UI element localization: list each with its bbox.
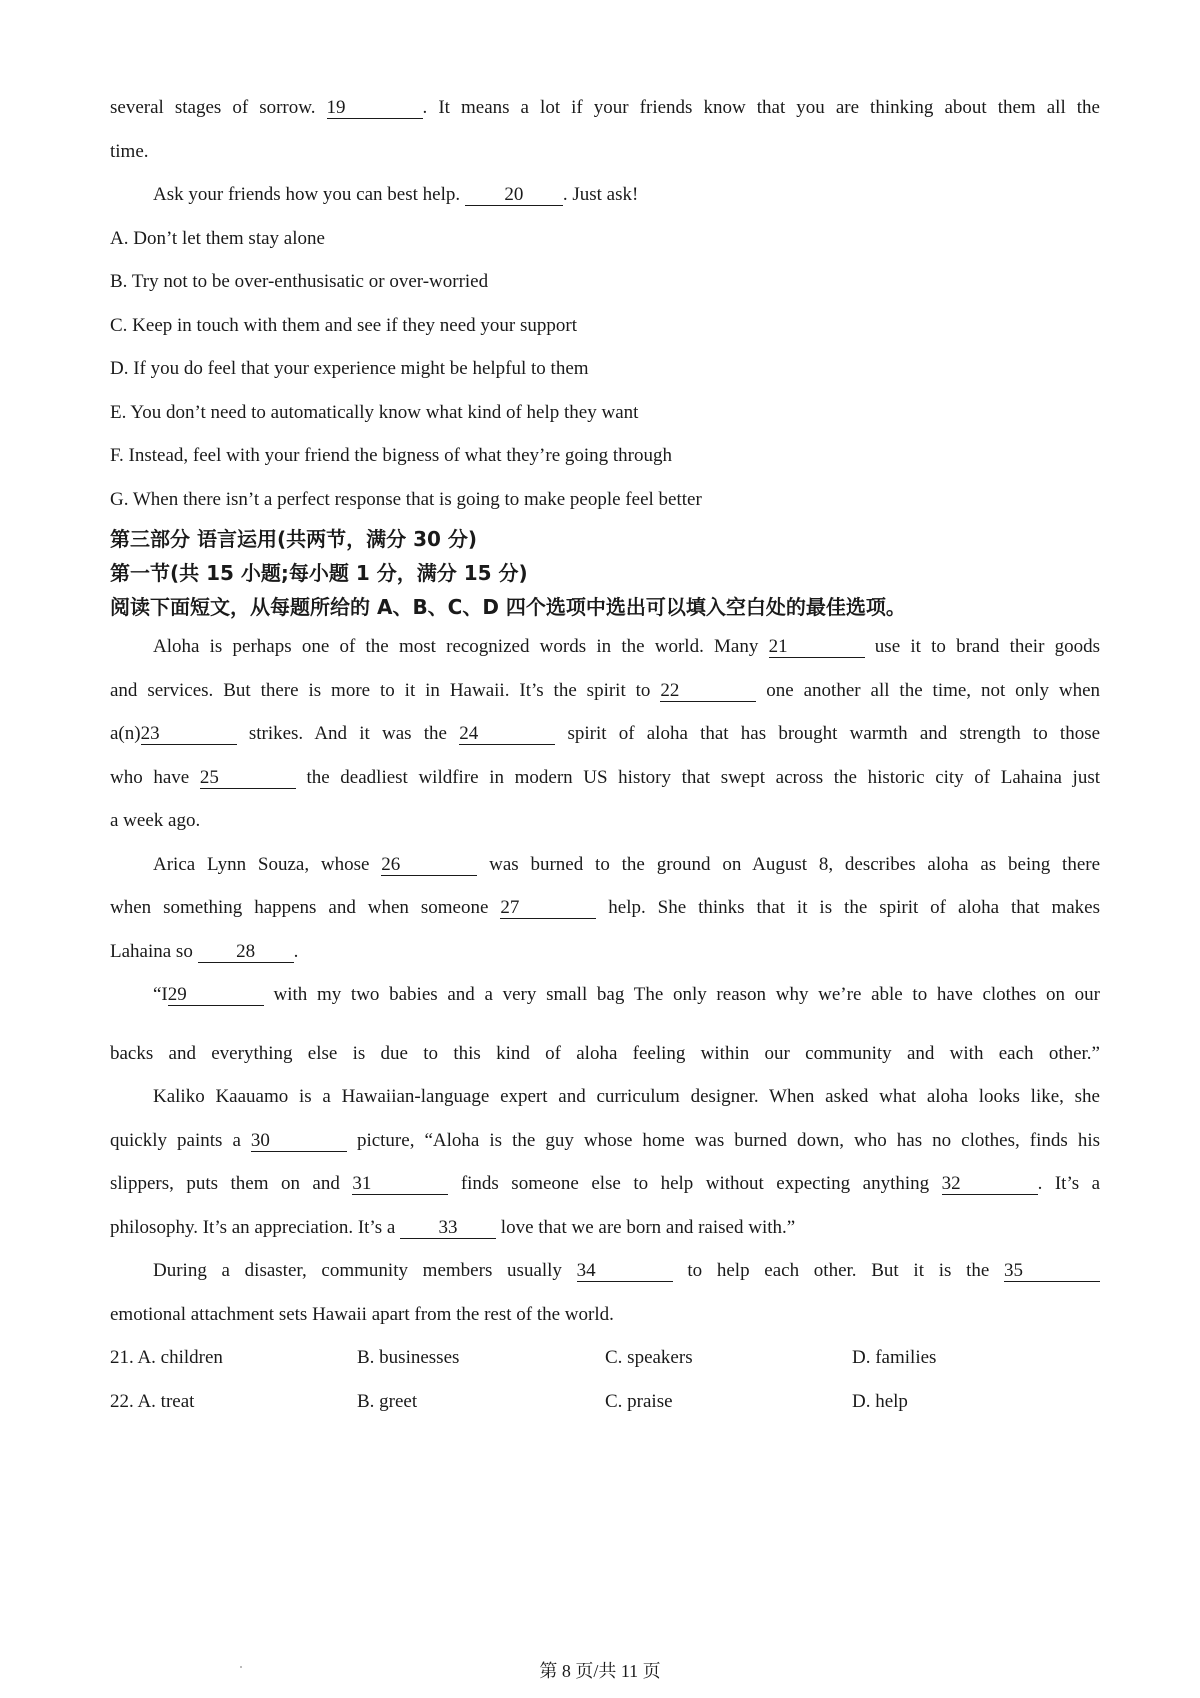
blank-23: 23 [141,724,237,745]
text-line [110,96,1100,120]
blank-20: 20 [465,185,563,206]
text-span: During a disaster, community members usually [153,1260,562,1281]
text-line [153,1259,1100,1283]
text-span: love that we are born and raised with.” [500,1217,796,1238]
text-span: help. She thinks that it is the spirit of aloha that makes [608,897,1100,918]
text-span: . It means a lot if your friends know that you are thinking about them all the [422,97,1100,118]
text-line [110,679,1100,703]
blank-29: 29 [168,985,264,1006]
blank-32: 32 [942,1174,1038,1195]
text-span: quickly paints a [110,1130,241,1151]
text-line [153,183,1100,207]
part-heading: 第三部分 语言运用(共两节，满分 30 分) [110,527,478,551]
text-line [110,1216,1100,1240]
text-line [110,1172,1100,1196]
text-line [110,940,1100,964]
text-span: “I [153,984,168,1005]
text-span: finds someone else to help without expecting anything [460,1173,930,1194]
text-span: Ask your friends how you can best help. [153,184,461,205]
text-span: a(n) [110,723,141,744]
text-span: with my two babies and a very small bag The only reason why we’re able to have clothes on our [273,984,1101,1005]
blank-24: 24 [459,724,555,745]
text-line [110,896,1100,920]
text-span: one another all the time, not only when [766,680,1101,701]
option-d: D. families [852,1347,937,1368]
blank-22: 22 [660,681,756,702]
text-line [110,722,1100,746]
blank-21: 21 [769,637,865,658]
option-b: B. businesses [357,1347,460,1368]
text-span: to help each other. But it is the [687,1260,990,1281]
blank-35: 35 [1004,1261,1100,1282]
text-span: when something happens and when someone [110,897,489,918]
text-span: spirit of aloha that has brought warmth and strength to those [567,723,1101,744]
text-line [153,983,1100,1007]
blank-19: 19 [327,98,423,119]
option-c: C. speakers [605,1347,693,1368]
text-span: use it to brand their goods [874,636,1101,657]
text-span: and services. But there is more to it in Hawaii. It’s the spirit to [110,680,651,701]
text-span: the deadliest wildfire in modern US history that swept across the historic city of Lahaina just [306,767,1101,788]
text-span: slippers, puts them on and [110,1173,340,1194]
text-span: Aloha is perhaps one of the most recognized words in the world. Many [153,636,759,657]
option-f: F. Instead, feel with your friend the bigness of what they’re going through [110,445,673,466]
text-span: picture, “Aloha is the guy whose home was burned down, who has no clothes, finds his [356,1130,1100,1151]
text-span: who have [110,767,190,788]
text-span: . [293,941,299,962]
option-b: B. greet [357,1391,418,1412]
blank-31: 31 [352,1174,448,1195]
blank-30: 30 [251,1131,347,1152]
text-line [153,635,1100,659]
option-c: C. Keep in touch with them and see if they need your support [110,315,577,336]
instruction-heading: 阅读下面短文，从每题所给的 A、B、C、D 四个选项中选出可以填入空白处的最佳选项。 [110,595,906,619]
blank-34: 34 [577,1261,673,1282]
page-footer: 第 8 页/共 11 页 [539,1661,661,1681]
text-span: Lahaina so [110,941,193,962]
option-g: G. When there isn’t a perfect response that is going to make people feel better [110,489,702,510]
text-line [110,1129,1100,1153]
text-span: . It’s a [1037,1173,1101,1194]
text-line: Kaliko Kaauamo is a Hawaiian-language expert and curriculum designer. When asked what aloha looks like, she [153,1086,1100,1107]
option-d: D. help [852,1391,908,1412]
text-line [110,766,1100,790]
option-a: A. Don’t let them stay alone [110,228,325,249]
text-span: philosophy. It’s an appreciation. It’s a [110,1217,396,1238]
option-d: D. If you do feel that your experience might be helpful to them [110,358,589,379]
text-line: backs and everything else is due to this kind of aloha feeling within our community and with each other.” [110,1043,1100,1064]
blank-26: 26 [381,855,477,876]
text-line [153,853,1100,877]
text-span: was burned to the ground on August 8, describes aloha as being there [489,854,1101,875]
blank-25: 25 [200,768,296,789]
text-span: several stages of sorrow. [110,97,316,118]
text-span: strikes. And it was the [248,723,447,744]
blank-33: 33 [400,1218,496,1239]
option-e: E. You don’t need to automatically know what kind of help they want [110,402,639,423]
text-line: emotional attachment sets Hawaii apart from the rest of the world. [110,1304,614,1325]
blank-27: 27 [500,898,596,919]
text-span: . Just ask! [562,184,639,205]
option-a: 21. A. children [110,1347,223,1368]
text-line: time. [110,141,149,162]
blank-28: 28 [198,942,294,963]
option-b: B. Try not to be over-enthusisatic or over-worried [110,271,489,292]
option-a: 22. A. treat [110,1391,195,1412]
section-heading: 第一节(共 15 小题;每小题 1 分，满分 15 分) [110,561,528,585]
text-line: a week ago. [110,810,201,831]
text-span: Arica Lynn Souza, whose [153,854,370,875]
option-c: C. praise [605,1391,673,1412]
